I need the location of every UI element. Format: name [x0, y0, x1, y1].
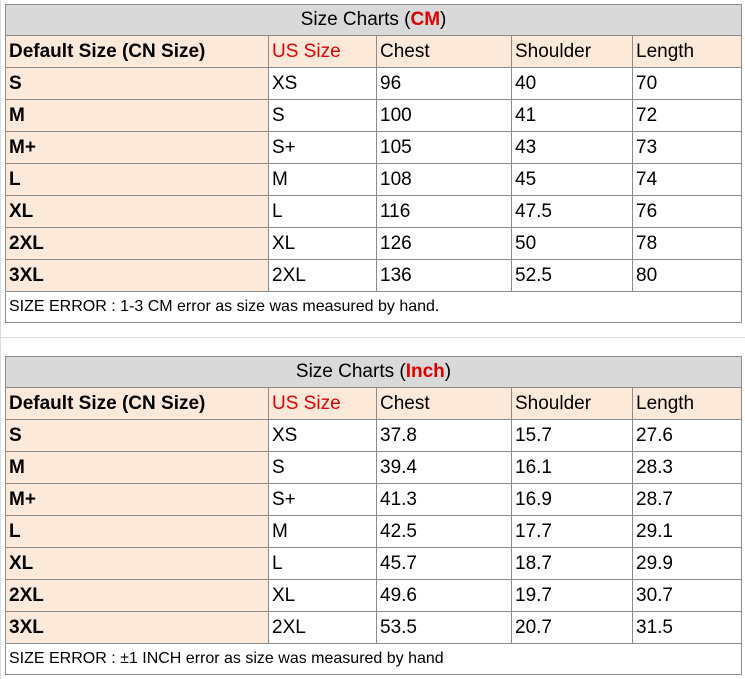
- table-cell: 3XL: [6, 260, 269, 292]
- table-cell: 126: [377, 228, 512, 260]
- table-cell: 39.4: [377, 452, 512, 484]
- header-chest-label: Chest: [380, 40, 430, 62]
- table-cell: 37.8: [377, 420, 512, 452]
- table-cell: L: [6, 516, 269, 548]
- table-row: [6, 68, 742, 100]
- title-prefix: Size Charts (: [295, 361, 406, 382]
- header-chest-label: Chest: [380, 392, 430, 414]
- table-cell: XL: [269, 228, 377, 260]
- title-suffix: ): [444, 361, 452, 382]
- table-cell: 45: [512, 164, 633, 196]
- table-cell: 31.5: [633, 612, 742, 644]
- header-shoulder: [512, 388, 633, 420]
- header-us-size-label: US Size: [272, 392, 341, 414]
- table-cell: 29.9: [633, 548, 742, 580]
- title-prefix: Size Charts (: [300, 9, 411, 30]
- table-cell: XS: [269, 68, 377, 100]
- header-default-size-label: Default Size (CN Size): [9, 392, 206, 414]
- table-cell: 96: [377, 68, 512, 100]
- table-cell: 2XL: [6, 228, 269, 260]
- table-cell: 72: [633, 100, 742, 132]
- table-row: [6, 548, 742, 580]
- table-cell: 45.7: [377, 548, 512, 580]
- table-row: [6, 196, 742, 228]
- header-length-label: Length: [636, 40, 695, 62]
- table-cell: 3XL: [6, 612, 269, 644]
- table-cell: S: [269, 452, 377, 484]
- table-cell: S+: [269, 132, 377, 164]
- table-cell: 42.5: [377, 516, 512, 548]
- table-row: [6, 420, 742, 452]
- table-title: [6, 5, 742, 36]
- table-cell: M: [269, 516, 377, 548]
- table-row: [6, 228, 742, 260]
- table-cell: 17.7: [512, 516, 633, 548]
- table-cell: 16.1: [512, 452, 633, 484]
- table-cell: S: [269, 100, 377, 132]
- table-row: [6, 452, 742, 484]
- table-cell: 105: [377, 132, 512, 164]
- header-length: [633, 388, 742, 420]
- table-row: [6, 580, 742, 612]
- table-cell: 19.7: [512, 580, 633, 612]
- table-cell: 43: [512, 132, 633, 164]
- title-unit: CM: [410, 9, 441, 30]
- size-chart-inch-table: [5, 356, 742, 675]
- table-row: [6, 612, 742, 644]
- table-cell: S: [6, 420, 269, 452]
- header-us-size: [269, 36, 377, 68]
- table-cell: 41: [512, 100, 633, 132]
- header-default-size: [6, 36, 269, 68]
- table-cell: 47.5: [512, 196, 633, 228]
- header-chest: [377, 36, 512, 68]
- table-cell: 136: [377, 260, 512, 292]
- table-cell: 70: [633, 68, 742, 100]
- table-cell: M: [6, 100, 269, 132]
- table-cell: 41.3: [377, 484, 512, 516]
- table-cell: L: [269, 548, 377, 580]
- table-cell: 30.7: [633, 580, 742, 612]
- size-chart-cm-table: [5, 4, 742, 323]
- table-cell: 73: [633, 132, 742, 164]
- header-us-size-label: US Size: [272, 40, 341, 62]
- table-row: [6, 100, 742, 132]
- title-unit: Inch: [405, 361, 445, 382]
- table-cell: 76: [633, 196, 742, 228]
- table-cell: M+: [6, 132, 269, 164]
- table-cell: 49.6: [377, 580, 512, 612]
- table-cell: 28.7: [633, 484, 742, 516]
- table-cell: 2XL: [6, 580, 269, 612]
- table-cell: 40: [512, 68, 633, 100]
- table-row: [6, 516, 742, 548]
- title-suffix: ): [440, 9, 447, 30]
- header-default-size: [6, 388, 269, 420]
- table-cell: XL: [6, 196, 269, 228]
- table-cell: 16.9: [512, 484, 633, 516]
- table-cell: XL: [6, 548, 269, 580]
- header-row: [6, 388, 742, 420]
- table-cell: 28.3: [633, 452, 742, 484]
- table-cell: M+: [6, 484, 269, 516]
- table-cell: 50: [512, 228, 633, 260]
- table-cell: 116: [377, 196, 512, 228]
- table-row: [6, 132, 742, 164]
- header-shoulder-label: Shoulder: [515, 40, 592, 62]
- header-us-size: [269, 388, 377, 420]
- table-cell: 29.1: [633, 516, 742, 548]
- table-cell: 100: [377, 100, 512, 132]
- header-length: [633, 36, 742, 68]
- table-cell: XL: [269, 580, 377, 612]
- table-cell: 80: [633, 260, 742, 292]
- title-row: [6, 357, 742, 388]
- table-cell: XS: [269, 420, 377, 452]
- sheet-gridline: [0, 0, 1, 679]
- header-shoulder-label: Shoulder: [515, 392, 592, 414]
- title-row: [6, 5, 742, 36]
- table-row: [6, 164, 742, 196]
- table-cell: 2XL: [269, 612, 377, 644]
- header-shoulder: [512, 36, 633, 68]
- table-cell: 18.7: [512, 548, 633, 580]
- header-length-label: Length: [636, 392, 695, 414]
- table-title: [6, 357, 742, 388]
- table-cell: 15.7: [512, 420, 633, 452]
- size-error-note: SIZE ERROR : ±1 INCH error as size was measured by hand: [6, 644, 742, 675]
- table-cell: 2XL: [269, 260, 377, 292]
- table-cell: L: [269, 196, 377, 228]
- table-cell: M: [269, 164, 377, 196]
- header-chest: [377, 388, 512, 420]
- header-default-size-label: Default Size (CN Size): [9, 40, 206, 62]
- table-cell: 20.7: [512, 612, 633, 644]
- note-row: [6, 644, 742, 675]
- note-row: [6, 292, 742, 323]
- table-cell: 74: [633, 164, 742, 196]
- table-cell: S+: [269, 484, 377, 516]
- table-row: [6, 260, 742, 292]
- table-cell: 78: [633, 228, 742, 260]
- table-cell: 52.5: [512, 260, 633, 292]
- table-cell: S: [6, 68, 269, 100]
- header-row: [6, 36, 742, 68]
- table-cell: 108: [377, 164, 512, 196]
- table-cell: M: [6, 452, 269, 484]
- table-cell: 53.5: [377, 612, 512, 644]
- size-error-note: SIZE ERROR : 1-3 CM error as size was measured by hand.: [6, 292, 742, 323]
- sheet-gridline: [0, 337, 745, 338]
- table-row: [6, 484, 742, 516]
- table-cell: L: [6, 164, 269, 196]
- table-cell: 27.6: [633, 420, 742, 452]
